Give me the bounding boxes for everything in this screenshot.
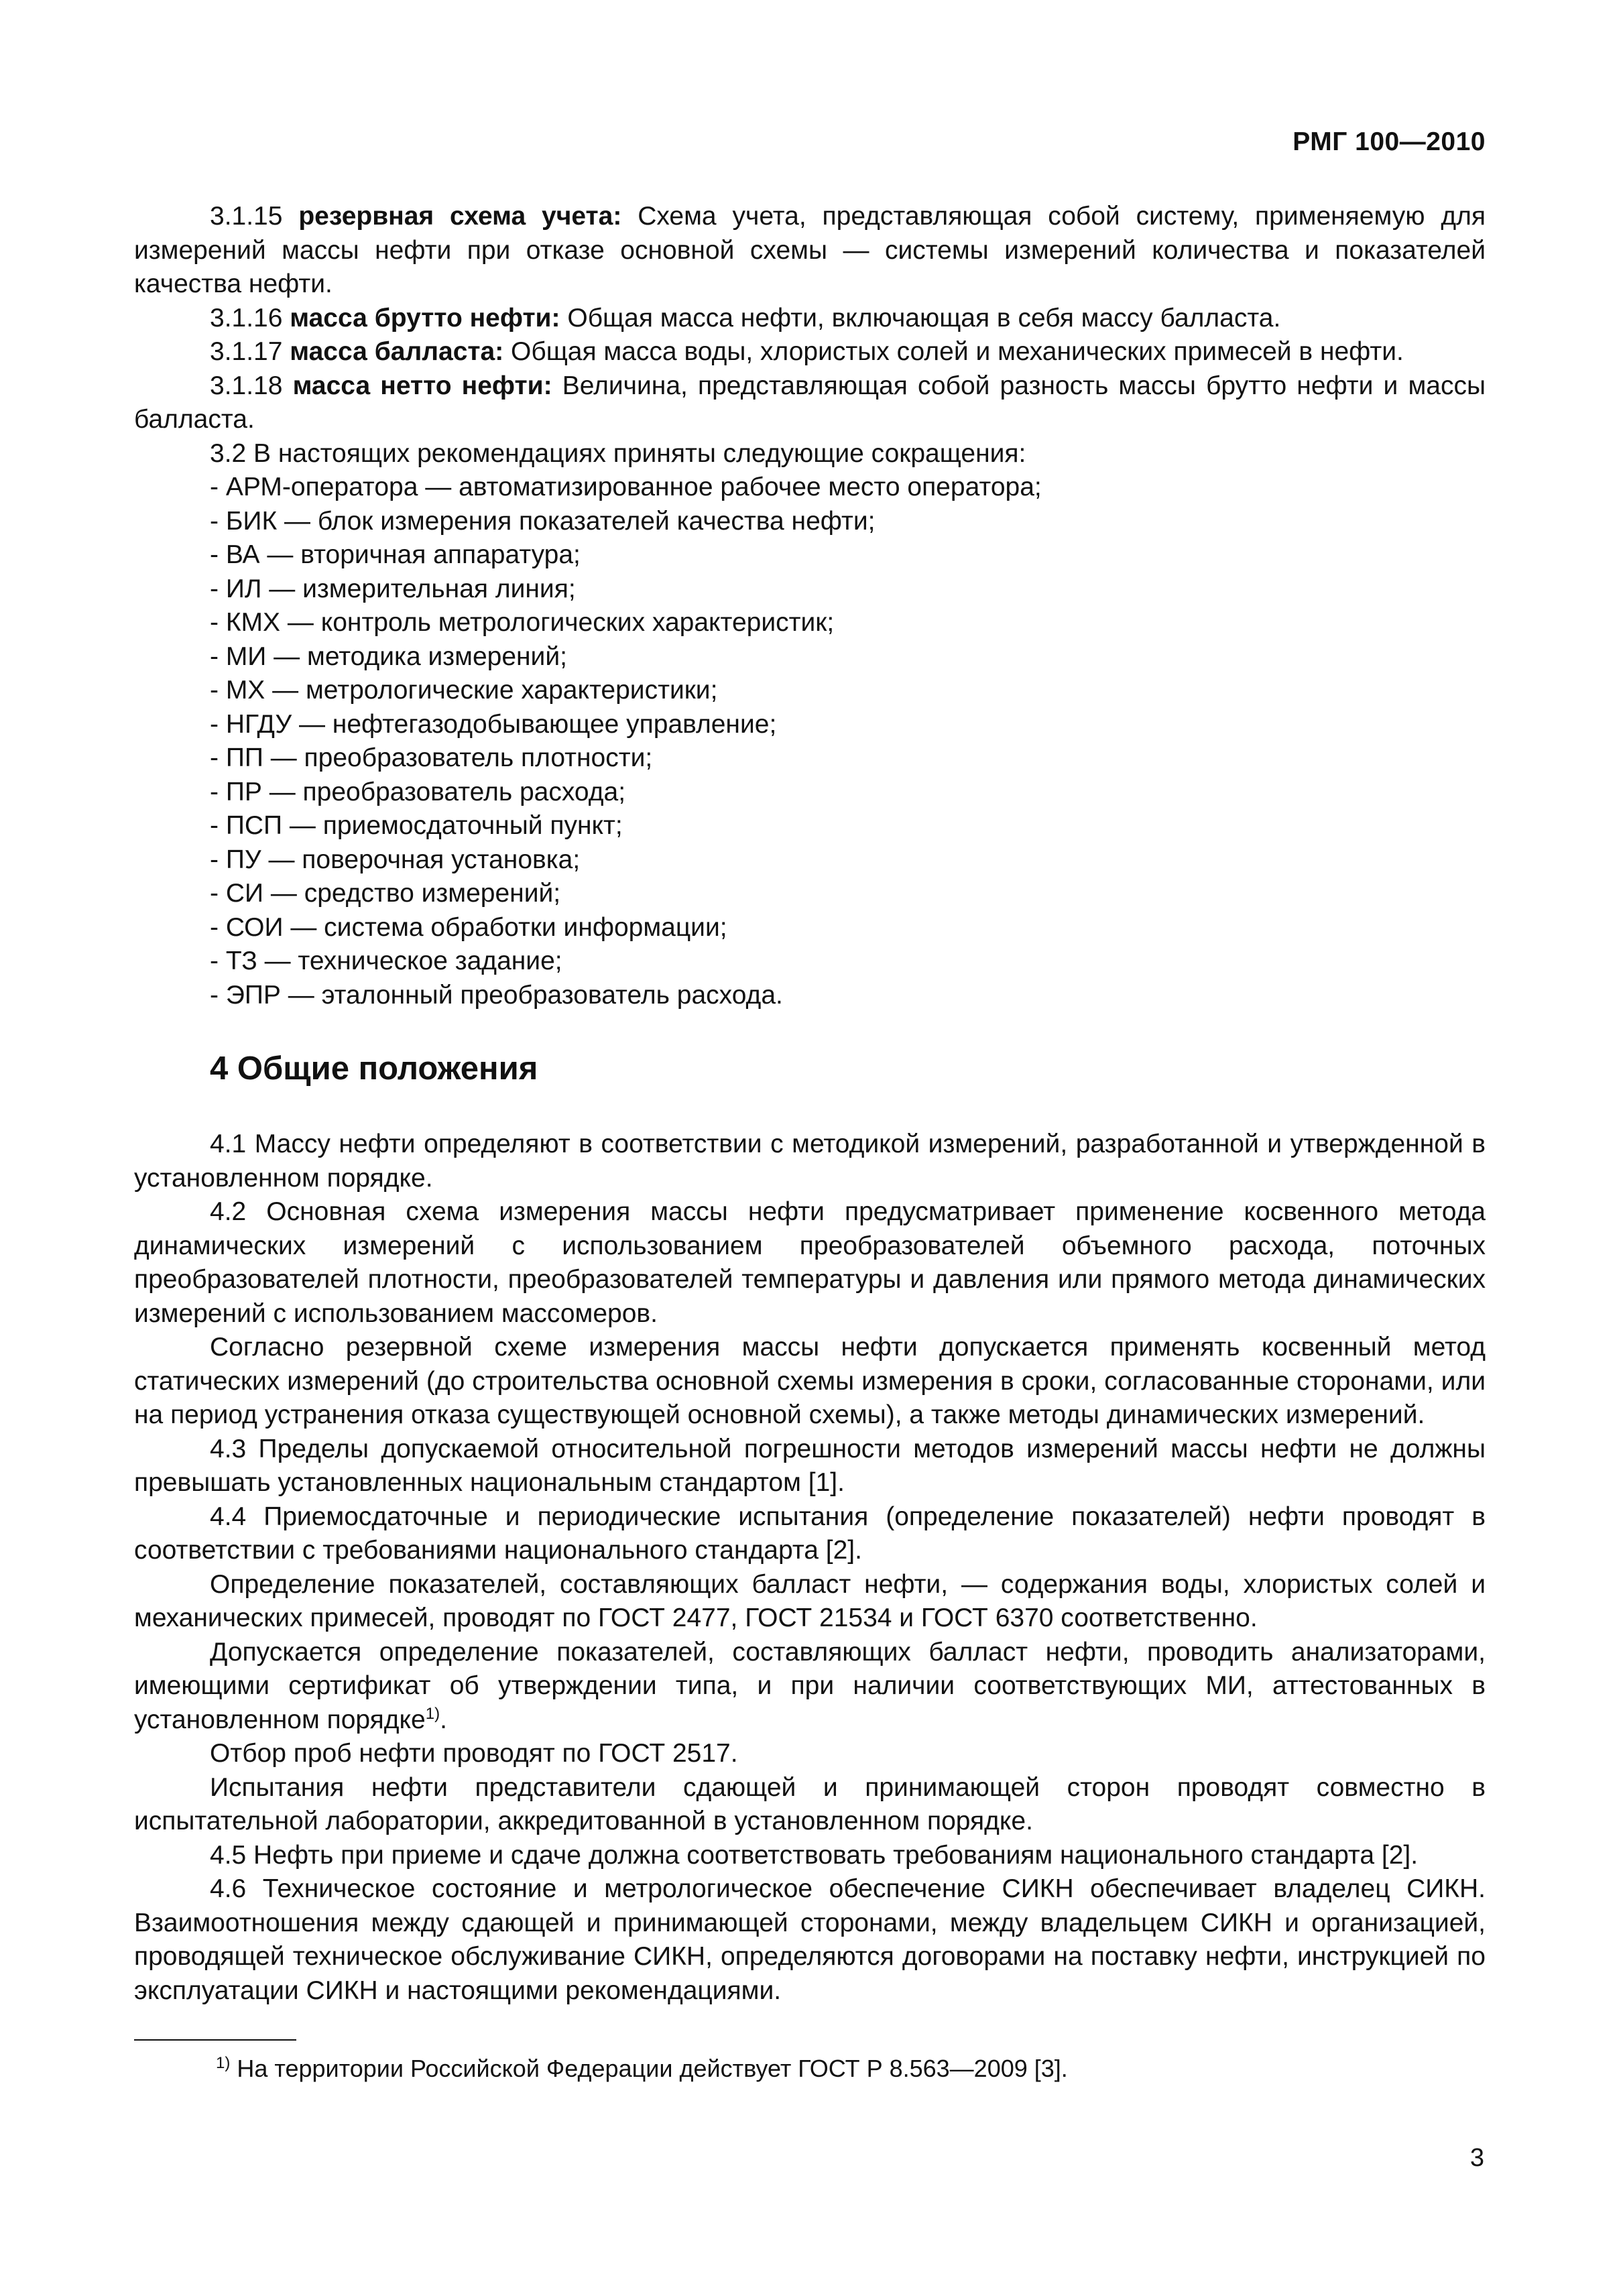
paragraph: 4.2 Основная схема измерения массы нефти предусматривает применение косвенного метода динамических измерений с использованием преобразователей объемного расхода, поточных преобразователей плотности, преобразователей температуры и давления или прямого метода динамических измерений с использованием массомеров. — [134, 1197, 1486, 1328]
definition-3-1-15 — [134, 200, 1486, 302]
abbreviation-item: - НГДУ — нефтегазодобывающее управление; — [210, 709, 777, 739]
abbreviation-item: - СИ — средство измерений; — [210, 879, 561, 908]
abbreviations-intro: 3.2 В настоящих рекомендациях приняты следующие сокращения: — [210, 438, 1026, 468]
paragraph: Испытания нефти представители сдающей и принимающей сторон проводят совместно в испытательной лаборатории, аккредитованной в установленном порядке. — [134, 1772, 1486, 1835]
definition-term: масса балласта: — [290, 337, 504, 366]
paragraph: Отбор проб нефти проводят по ГОСТ 2517. — [210, 1739, 738, 1768]
paragraph: Согласно резервной схеме измерения массы нефти допускается применять косвенный метод статических измерений (до строительства основной схемы измерения в сроки, согласованные сторонами, или на период устранения отказа существующей основной схемы), а также методы динамических измерений. — [134, 1333, 1486, 1429]
paragraph: Определение показателей, составляющих балласт нефти, — содержания воды, хлористых солей и механических примесей, проводят по ГОСТ 2477, ГОСТ 21534 и ГОСТ 6370 соответственно. — [134, 1569, 1486, 1632]
definition-number: 3.1.16 — [210, 303, 290, 333]
paragraph: 4.5 Нефть при приеме и сдаче должна соответствовать требованиям национального стандарта [2]. — [210, 1840, 1419, 1870]
definition-number: 3.1.18 — [210, 371, 293, 400]
definition-text: Общая масса воды, хлористых солей и механических примесей в нефти. — [503, 337, 1404, 366]
definition-3-1-17 — [134, 335, 1486, 369]
definition-text: Общая масса нефти, включающая в себя массу балласта. — [560, 303, 1281, 333]
paragraph: 4.3 Пределы допускаемой относительной погрешности методов измерений массы нефти не должны превышать установленных национальным стандартом [1]. — [134, 1434, 1486, 1497]
definition-3-1-18 — [134, 369, 1486, 437]
footnote — [216, 2053, 1068, 2084]
abbreviation-item: - ПП — преобразователь плотности; — [210, 743, 653, 772]
definition-term: масса нетто нефти: — [292, 371, 552, 400]
paragraph-tail: . — [440, 1705, 447, 1734]
paragraph: 4.4 Приемосдаточные и периодические испытания (определение показателей) нефти проводят в соответствии с требованиями национального стандарта [2]. — [134, 1502, 1486, 1565]
definition-text: Схема учета, представляющая собой систему, применяемую для измерений массы нефти при отказе основной схемы — системы измерений количества и показателей качества нефти. — [134, 202, 1486, 298]
abbreviation-item: - БИК — блок измерения показателей качества нефти; — [210, 506, 876, 536]
document-id-header: РМГ 100—2010 — [1293, 127, 1486, 156]
definition-number: 3.1.15 — [210, 202, 299, 231]
paragraph: 4.1 Массу нефти определяют в соответствии с методикой измерений, разработанной и утвержденной в установленном порядке. — [134, 1130, 1486, 1193]
definition-number: 3.1.17 — [210, 337, 290, 366]
abbreviation-item: - ИЛ — измерительная линия; — [210, 574, 576, 603]
abbreviation-item: - МИ — методика измерений; — [210, 642, 567, 671]
abbreviation-item: - АРМ-оператора — автоматизированное рабочее место оператора; — [210, 473, 1042, 501]
definition-text: Величина, представляющая собой разность массы брутто нефти и массы балласта. — [134, 371, 1486, 434]
footnote-marker: 1) — [216, 2054, 231, 2072]
paragraph-text: Допускается определение показателей, составляющих балласт нефти, проводить анализаторами, имеющими сертификат об утверждении типа, и при наличии соответствующих МИ, аттестованных в установленном порядке — [134, 1637, 1486, 1734]
paragraph: 4.6 Техническое состояние и метрологическое обеспечение СИКН обеспечивает владелец СИКН. Взаимоотношения между сдающей и принимающей сторонами, между владельцем СИКН и организацией, проводящей техническое обслуживание СИКН, определяются договорами на поставку нефти, инструкцией по эксплуатации СИКН и настоящими рекомендациями. — [134, 1874, 1486, 2005]
footnote-divider — [134, 2039, 296, 2041]
document-body — [134, 200, 1486, 2008]
section-heading: 4 Общие положения — [210, 1050, 538, 1087]
abbreviation-item: - ТЗ — техническое задание; — [210, 947, 562, 975]
definition-term: масса брутто нефти: — [290, 303, 560, 333]
abbreviation-item: - СОИ — система обработки информации; — [210, 912, 727, 942]
abbreviation-item: - КМХ — контроль метрологических характеристик; — [210, 608, 835, 637]
abbreviation-item: - ПСП — приемосдаточный пункт; — [210, 811, 623, 840]
definition-term: резервная схема учета: — [298, 202, 622, 231]
abbreviation-item: - ПР — преобразователь расхода; — [210, 777, 626, 806]
abbreviation-item: - ВА — вторичная аппаратура; — [210, 540, 581, 569]
page-number: 3 — [1469, 2144, 1484, 2172]
abbreviation-item: - МХ — метрологические характеристики; — [210, 676, 718, 705]
abbreviation-item: - ЭПР — эталонный преобразователь расхода. — [210, 980, 783, 1010]
footnote-reference[interactable]: 1) — [425, 1704, 440, 1723]
abbreviation-item: - ПУ — поверочная установка; — [210, 845, 581, 874]
definition-3-1-16 — [134, 302, 1486, 336]
paragraph-with-footnote — [134, 1636, 1486, 1738]
footnote-text: На территории Российской Федерации действует ГОСТ Р 8.563—2009 [3]. — [230, 2055, 1068, 2082]
